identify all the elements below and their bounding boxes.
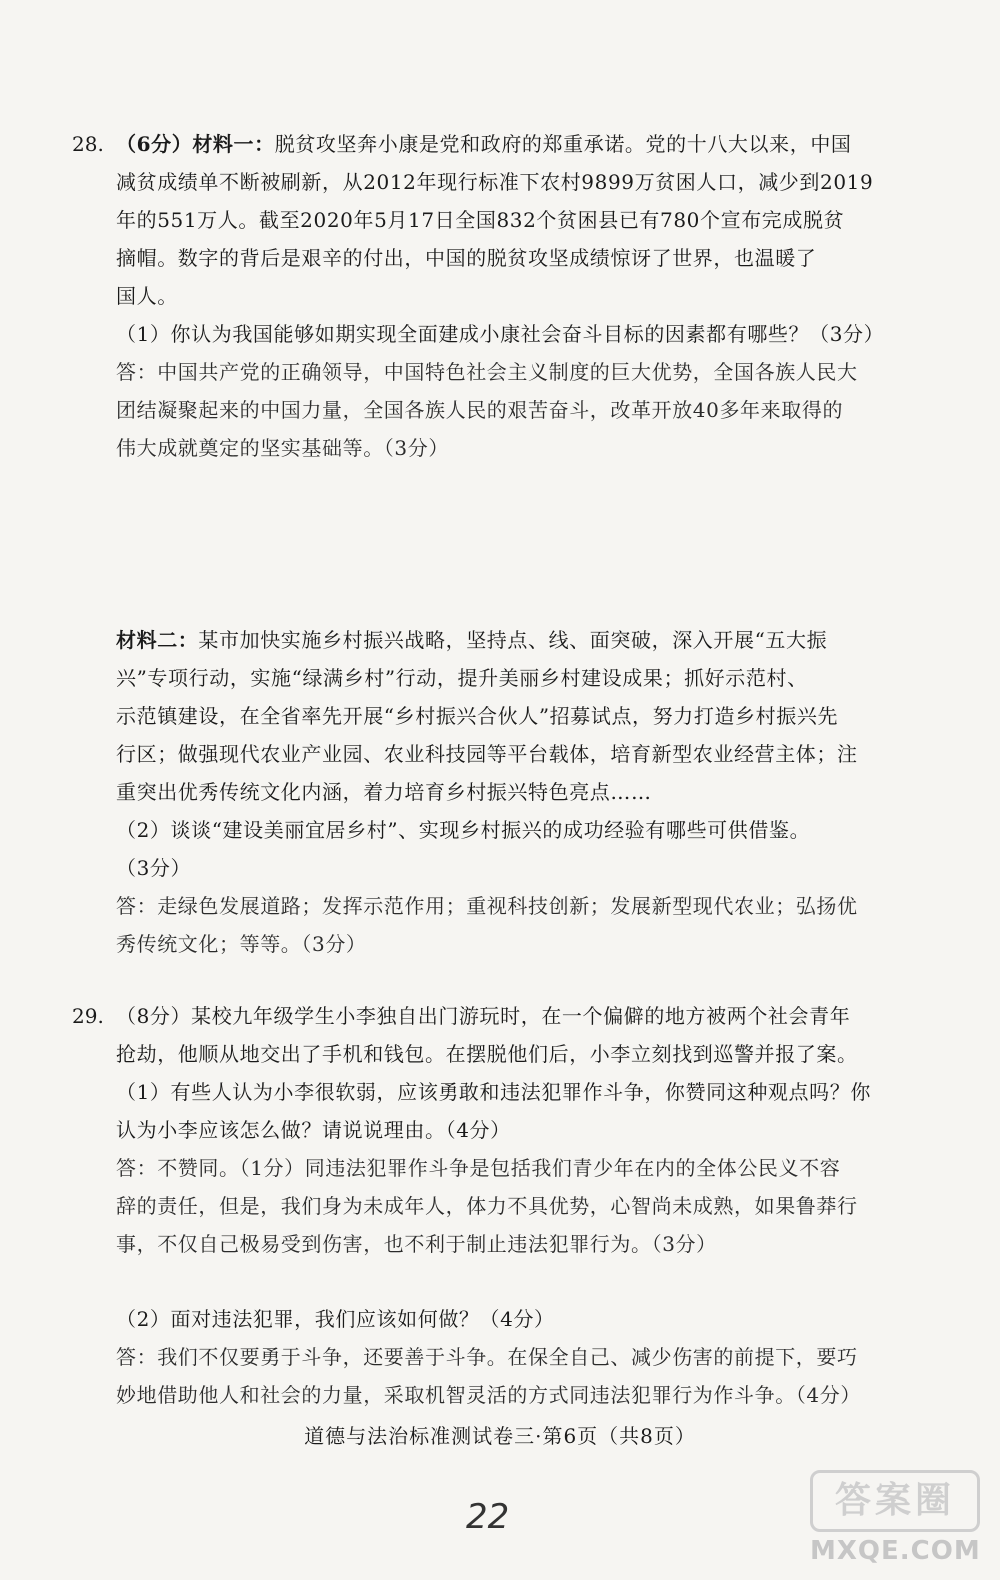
q29-sub1-answer-line-2: 辞的责任，但是，我们身为未成年人，体力不具优势，心智尚未成熟，如果鲁莽行: [116, 1194, 858, 1218]
q28-material2-line-1: [116, 626, 827, 654]
q28-material1-line-1: [116, 130, 852, 158]
q29-stem-line-1: （8分）某校九年级学生小李独自出门游玩时，在一个偏僻的地方被两个社会青年: [116, 1004, 851, 1028]
q29-sub2-question: （2）面对违法犯罪，我们应该如何做？（4分）: [116, 1307, 555, 1331]
question-29-number: 29.: [72, 1004, 104, 1028]
q29-sub1-question-line-1: （1）有些人认为小李很软弱，应该勇敢和违法犯罪作斗争，你赞同这种观点吗？你: [116, 1080, 871, 1104]
q28-material1-line-5: 国人。: [116, 284, 178, 308]
q28-material2-line-3: 示范镇建设，在全省率先开展“乡村振兴合伙人”招募试点，努力打造乡村振兴先: [116, 704, 839, 728]
q29-sub1-answer-line-3: 事，不仅自己极易受到伤害，也不利于制止违法犯罪行为。（3分）: [116, 1232, 717, 1256]
q28-material1-text: 脱贫攻坚奔小康是党和政府的郑重承诺。党的十八大以来，中国: [274, 132, 852, 156]
q28-material1-line-2: 减贫成绩单不断被刷新，从2012年现行标准下农村9899万贫困人口，减少到2019: [116, 170, 874, 194]
q29-stem-line-2: 抢劫，他顺从地交出了手机和钱包。在摆脱他们后，小李立刻找到巡警并报了案。: [116, 1042, 858, 1066]
watermark-badge: 答案圈: [810, 1470, 980, 1532]
page-footer: 道德与法治标准测试卷三·第6页（共8页）: [304, 1424, 696, 1448]
q28-sub1-answer-line-1: 答：中国共产党的正确领导，中国特色社会主义制度的巨大优势，全国各族人民大: [116, 360, 858, 384]
question-28-number: 28.: [72, 132, 104, 156]
watermark-logo: [810, 1470, 980, 1570]
q28-material2-label: 材料二：: [116, 628, 199, 652]
q29-sub1-question-line-2: 认为小李应该怎么做？请说说理由。（4分）: [116, 1118, 511, 1142]
q28-material2-line-2: 兴”专项行动，实施“绿满乡村”行动，提升美丽乡村建设成果；抓好示范村、: [116, 666, 808, 690]
q28-sub2-question-line-2: （3分）: [116, 856, 192, 880]
q28-material2-text: 某市加快实施乡村振兴战略，坚持点、线、面突破，深入开展“五大振: [198, 628, 828, 652]
q28-material2-line-4: 行区；做强现代农业产业园、农业科技园等平台载体，培育新型农业经营主体；注: [116, 742, 858, 766]
q28-material2-line-5: 重突出优秀传统文化内涵，着力培育乡村振兴特色亮点……: [116, 780, 652, 804]
q28-sub1-answer-line-3: 伟大成就奠定的坚实基础等。（3分）: [116, 436, 449, 460]
handwritten-page-number: 22: [466, 1497, 510, 1537]
q29-sub1-answer-line-1: 答：不赞同。（1分）同违法犯罪作斗争是包括我们青少年在内的全体公民义不容: [116, 1156, 841, 1180]
q28-sub1-question: （1）你认为我国能够如期实现全面建成小康社会奋斗目标的因素都有哪些？（3分）: [116, 322, 885, 346]
watermark-url: MXQE.COM: [810, 1536, 981, 1566]
q29-sub2-answer-line-1: 答：我们不仅要勇于斗争，还要善于斗争。在保全自己、减少伤害的前提下，要巧: [116, 1345, 858, 1369]
q28-sub2-question-line-1: （2）谈谈“建设美丽宜居乡村”、实现乡村振兴的成功经验有哪些可供借鉴。: [116, 818, 811, 842]
q28-sub1-answer-line-2: 团结凝聚起来的中国力量，全国各族人民的艰苦奋斗，改革开放40多年来取得的: [116, 398, 844, 422]
q28-material1-label: （6分）材料一：: [116, 132, 275, 156]
q28-material1-line-4: 摘帽。数字的背后是艰辛的付出，中国的脱贫攻坚成绩惊讶了世界，也温暖了: [116, 246, 817, 270]
q28-sub2-answer-line-2: 秀传统文化；等等。（3分）: [116, 932, 367, 956]
q28-material1-line-3: 年的551万人。截至2020年5月17日全国832个贫困县已有780个宣布完成脱贫: [116, 208, 845, 232]
q29-sub2-answer-line-2: 妙地借助他人和社会的力量，采取机智灵活的方式同违法犯罪行为作斗争。（4分）: [116, 1383, 861, 1407]
q28-sub2-answer-line-1: 答：走绿色发展道路；发挥示范作用；重视科技创新；发展新型现代农业；弘扬优: [116, 894, 858, 918]
